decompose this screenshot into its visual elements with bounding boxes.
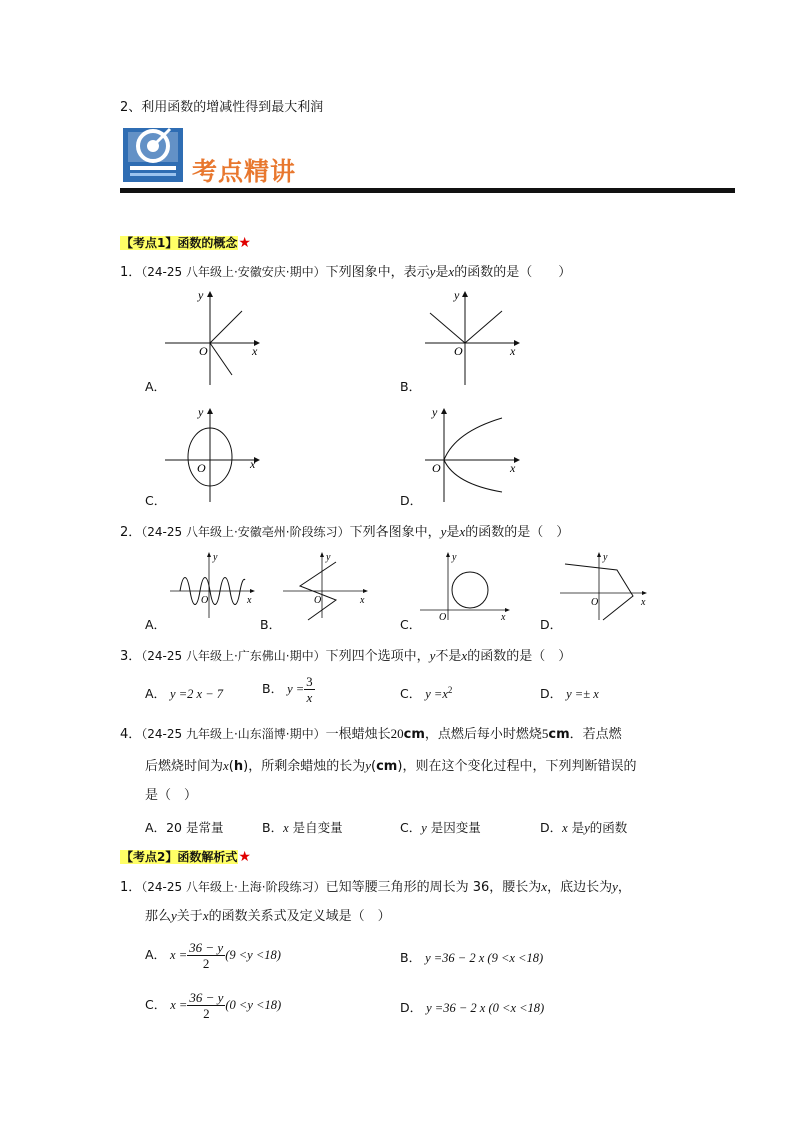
section-1-header — [120, 234, 251, 251]
svg-text:x: x — [360, 595, 365, 606]
q4-option-a[interactable]: A．20 是常量 — [145, 820, 224, 835]
q2-graph-a — [165, 548, 260, 623]
q1-option-c[interactable]: C． — [145, 493, 167, 508]
svg-text:y: y — [603, 552, 608, 563]
q1-graph-d — [410, 402, 530, 507]
q1-graph-a — [150, 285, 270, 390]
svg-text:O: O — [201, 595, 209, 606]
q5-option-a[interactable]: A． x = $\frac{36 - y}{2}$ (9 <y <18) — [145, 940, 281, 971]
section-banner — [120, 122, 735, 194]
section-1-label: 【考点1】函数的概念 — [121, 236, 238, 250]
svg-text:y: y — [326, 552, 331, 563]
svg-text:O: O — [591, 597, 599, 608]
svg-text:x: x — [510, 344, 516, 358]
q3-option-c[interactable]: C． $y =x^2$ — [400, 684, 453, 701]
q2-option-b[interactable]: B． — [260, 617, 282, 632]
svg-text:O: O — [432, 461, 441, 475]
star-icon: ★ — [238, 849, 251, 865]
q2-option-a[interactable]: A． — [145, 617, 167, 632]
svg-text:x: x — [247, 595, 252, 606]
q4-option-b[interactable]: B．x 是自变量 — [262, 820, 343, 835]
banner-title: 考点精讲 — [192, 157, 297, 186]
q1-graph-c — [150, 402, 270, 507]
svg-text:y: y — [454, 288, 460, 302]
q2-option-d[interactable]: D． — [540, 617, 563, 632]
q1-option-d[interactable]: D． — [400, 493, 423, 508]
svg-text:O: O — [199, 344, 208, 358]
q5-option-b[interactable]: B． y =36 − 2 x (9 <x <18) — [400, 950, 544, 965]
svg-text:x: x — [252, 344, 258, 358]
svg-text:x: x — [250, 457, 256, 471]
question-4-line-1: 4．（24-25 九年级上·山东淄博·期中）一根蜡烛长20cm，点燃后每小时燃烧5cm．若点燃 — [120, 726, 622, 742]
question-5-line-1: 1．（24-25 八年级上·上海·阶段练习）已知等腰三角形的周长为 36，腰长为x，底边长为y， — [120, 879, 631, 895]
q2-graph-d — [555, 548, 655, 623]
q5-option-c[interactable]: C． x = $\frac{36 - y}{2}$ (0 <y <18) — [145, 990, 282, 1021]
q3-option-a[interactable]: A． y =2 x − 7 — [145, 686, 224, 701]
svg-text:x: x — [641, 597, 646, 608]
intro-item: 2、利用函数的增减性得到最大利润 — [120, 100, 324, 115]
q3-option-b[interactable]: B． y = $\frac{3}{x}$ — [262, 674, 313, 705]
q1-option-a[interactable]: A． — [145, 379, 167, 394]
q5-option-d[interactable]: D． y =36 − 2 x (0 <x <18) — [400, 1000, 545, 1015]
star-icon: ★ — [238, 235, 251, 251]
q1-graph-b — [410, 285, 530, 390]
svg-text:O: O — [439, 612, 447, 623]
q4-option-c[interactable]: C．y 是因变量 — [400, 820, 481, 835]
svg-text:x: x — [510, 461, 516, 475]
section-2-header — [120, 848, 251, 865]
q4-option-d[interactable]: D．x 是y的函数 — [540, 820, 628, 835]
svg-text:y: y — [198, 405, 204, 419]
q3-option-d[interactable]: D． y =± x — [540, 686, 599, 701]
svg-text:O: O — [197, 461, 206, 475]
q1-option-b[interactable]: B． — [400, 379, 422, 394]
q2-graph-c — [415, 548, 515, 623]
q2-option-c[interactable]: C． — [400, 617, 422, 632]
svg-text:y: y — [432, 405, 438, 419]
svg-text:O: O — [454, 344, 463, 358]
svg-text:O: O — [314, 595, 322, 606]
question-4-line-2: 后燃烧时间为x(h)，所剩余蜡烛的长为y(cm)，则在这个变化过程中，下列判断错误的 — [145, 758, 637, 774]
question-2-stem: 2．（24-25 八年级上·安徽亳州·阶段练习）下列各图象中，y是x的函数的是（ ） — [120, 524, 570, 540]
section-2-label: 【考点2】函数解析式 — [121, 850, 238, 864]
svg-text:x: x — [501, 612, 506, 623]
question-5-line-2: 那么y关于x的函数关系式及定义域是（ ） — [145, 908, 391, 924]
q2-graph-b — [278, 548, 373, 623]
question-3-stem: 3．（24-25 八年级上·广东佛山·期中）下列四个选项中，y不是x的函数的是（ ） — [120, 648, 572, 664]
question-1-stem: 1．（24-25 八年级上·安徽安庆·期中）下列图象中，表示y是x的函数的是（ ） — [120, 264, 572, 280]
svg-text:y: y — [452, 552, 457, 563]
svg-text:y: y — [213, 552, 218, 563]
question-4-line-3: 是（ ） — [145, 788, 198, 803]
svg-text:y: y — [198, 288, 204, 302]
